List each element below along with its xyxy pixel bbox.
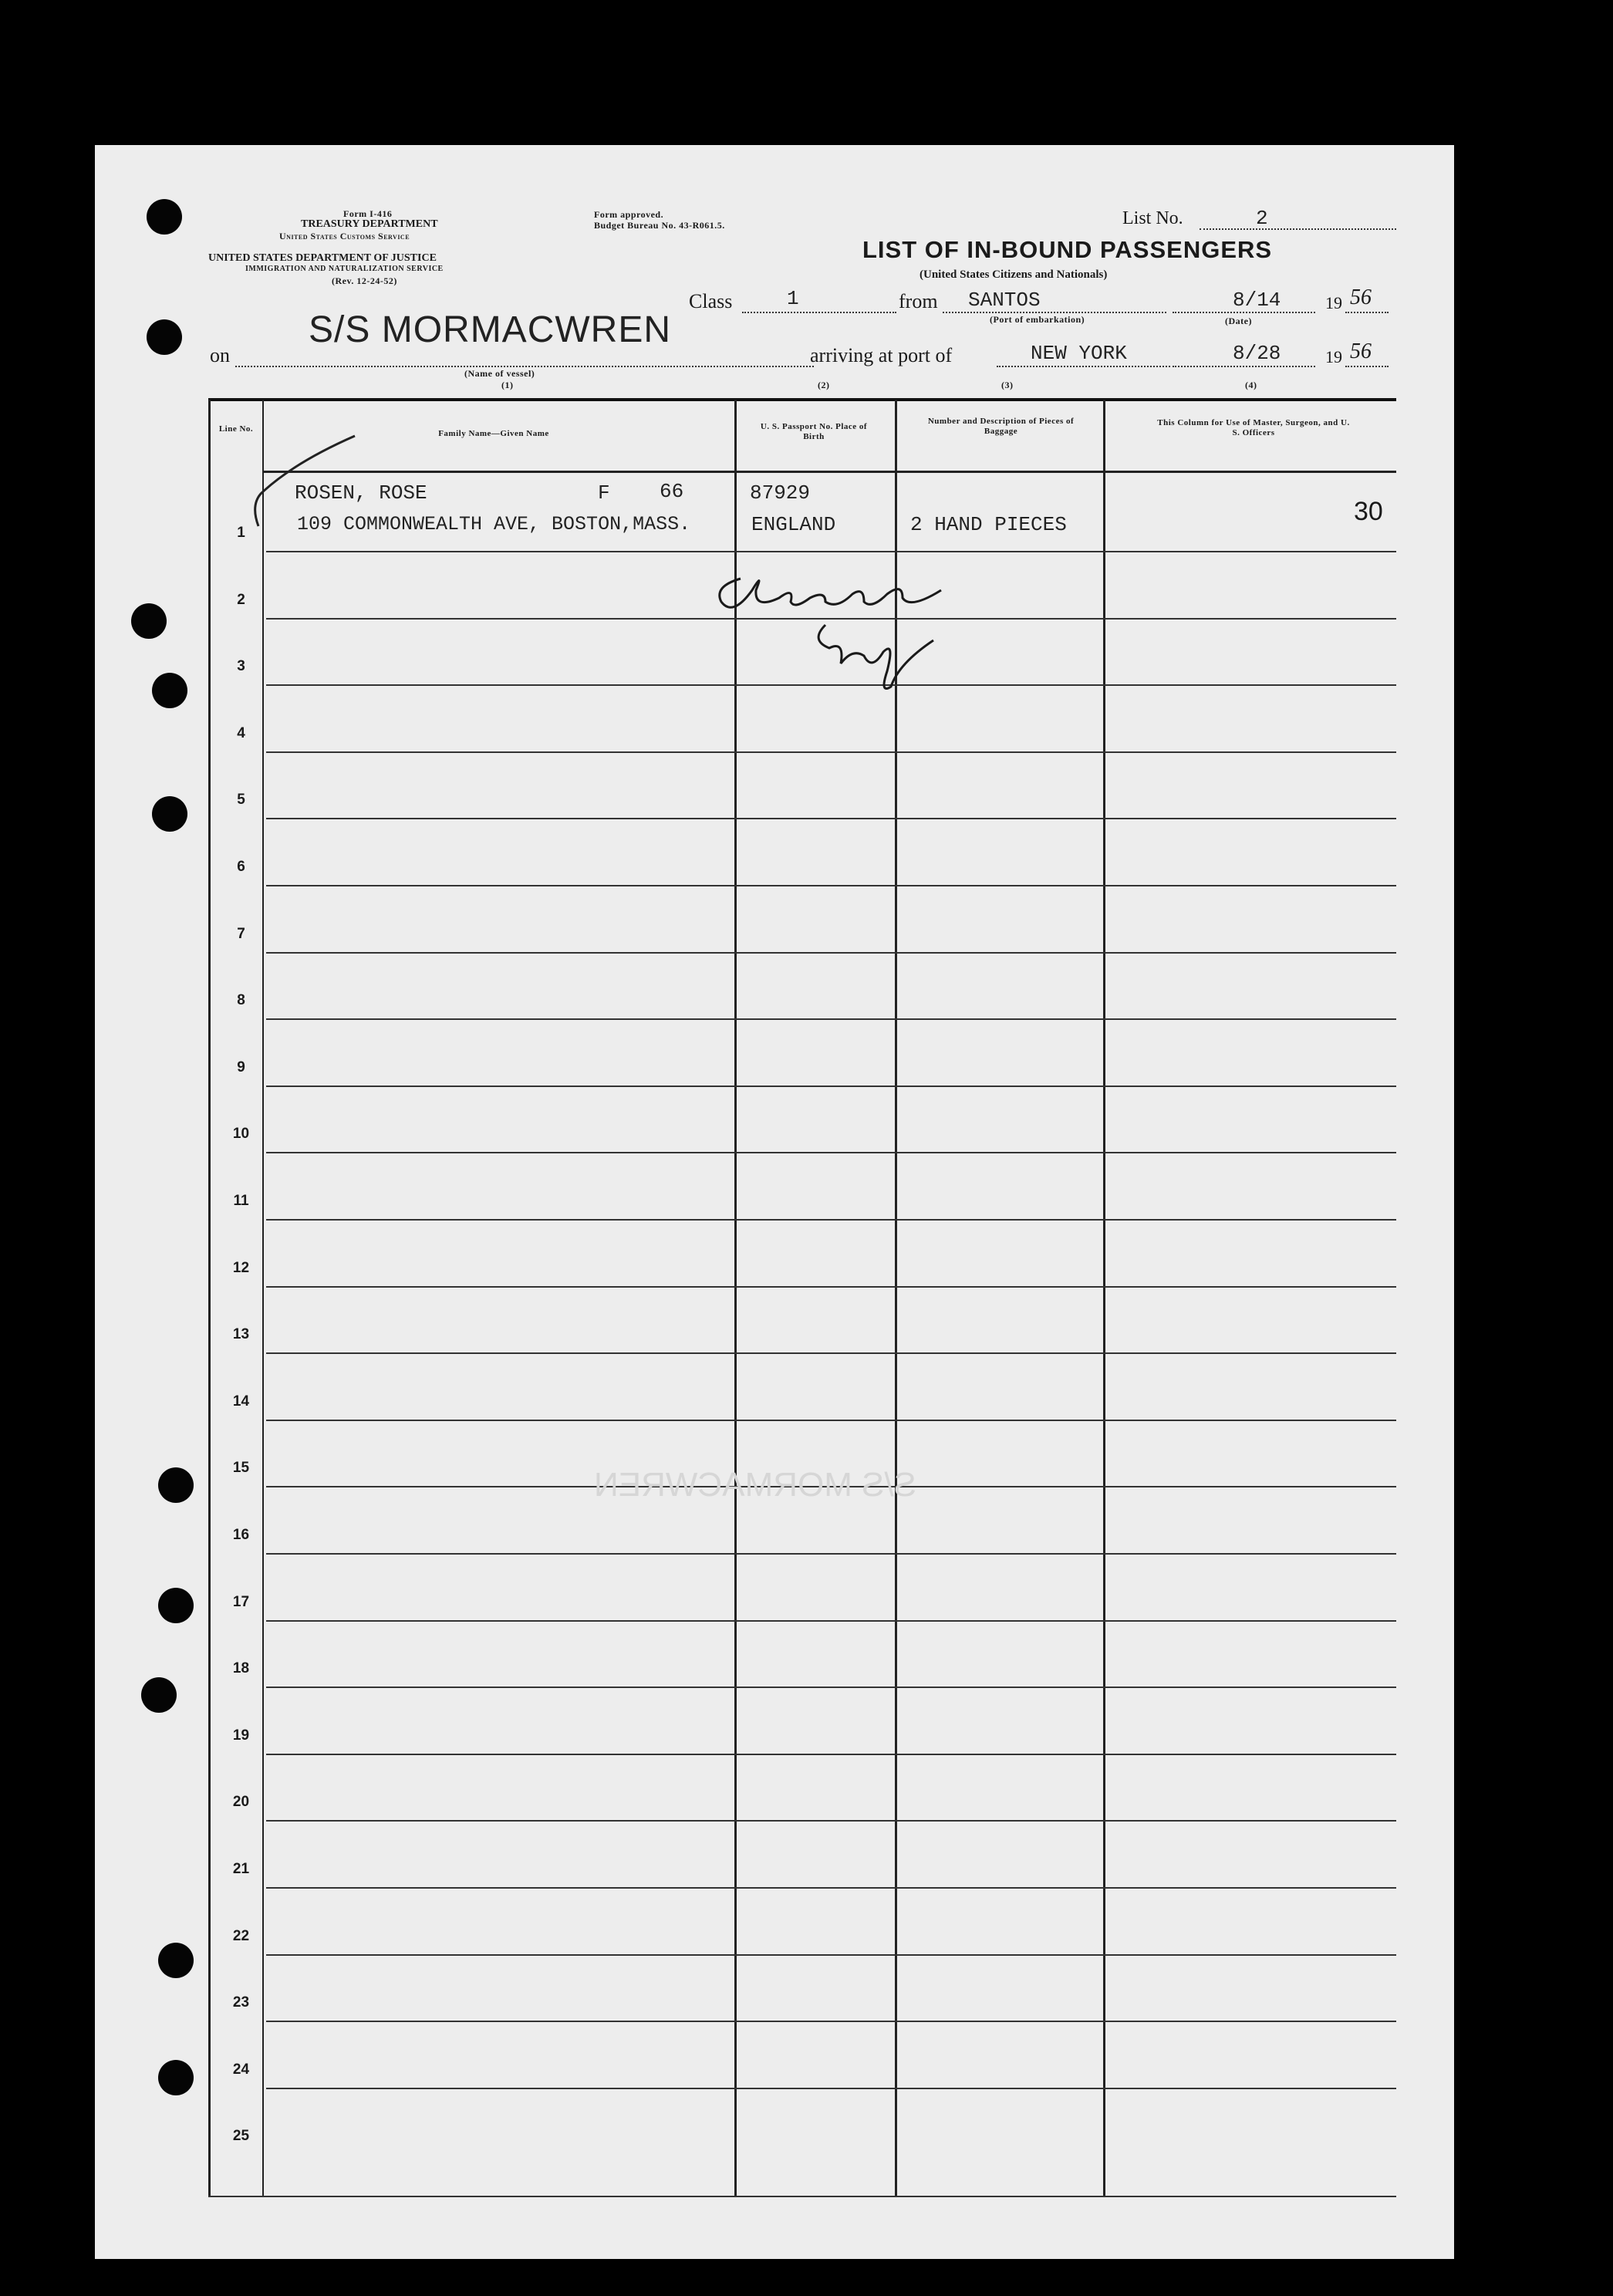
form-number: Form I-416 (343, 208, 393, 219)
row-rule (266, 2088, 1396, 2089)
form-title: LIST OF IN-BOUND PASSENGERS (862, 236, 1273, 263)
list-no-label: List No. (1122, 208, 1183, 228)
line-number: 12 (232, 1259, 250, 1276)
line-number: 6 (237, 859, 245, 875)
row-rule (266, 2021, 1396, 2022)
baggage-description: 2 HAND PIECES (910, 513, 1067, 536)
form-subtitle: (United States Citizens and Nationals) (920, 268, 1108, 281)
col-divider-baggage (1103, 400, 1105, 2197)
check-mark-icon (247, 432, 363, 532)
row-rule (266, 1152, 1396, 1153)
line-number: 7 (237, 925, 245, 942)
binder-hole (147, 199, 182, 235)
from-port: SANTOS (968, 289, 1041, 312)
row-rule (266, 1820, 1396, 1822)
line-number: 22 (232, 1927, 250, 1944)
ins-service: IMMIGRATION AND NATURALIZATION SERVICE (245, 265, 444, 273)
year-1: 56 (1350, 285, 1372, 309)
line-number: 8 (237, 992, 245, 1009)
from-date: 8/14 (1233, 289, 1281, 312)
header-bottom-rule (262, 471, 1396, 473)
justice-dept: UNITED STATES DEPARTMENT OF JUSTICE (208, 252, 437, 264)
passenger-sex: F (598, 481, 610, 505)
year-prefix-1: 19 (1325, 293, 1342, 312)
arriving-label: arriving at port of (810, 344, 953, 366)
col-header-passport: U. S. Passport No. Place of Birth (760, 422, 868, 441)
line-number: 10 (232, 1126, 250, 1143)
line-number: 17 (232, 1593, 250, 1610)
birthplace: ENGLAND (751, 513, 836, 536)
list-no-value: 2 (1256, 207, 1268, 230)
row-rule (266, 1286, 1396, 1288)
table-bottom-rule (208, 2196, 1396, 2197)
row-rule (266, 1954, 1396, 1956)
line-number: 13 (232, 1326, 250, 1343)
row-rule (266, 1018, 1396, 1020)
arrival-port: NEW YORK (1031, 342, 1127, 365)
binder-hole (158, 2060, 194, 2095)
arrival-date: 8/28 (1233, 342, 1281, 365)
revision: (Rev. 12-24-52) (332, 275, 397, 286)
row-rule (266, 1687, 1396, 1688)
line-number: 4 (237, 724, 245, 741)
line-number: 14 (232, 1393, 250, 1410)
line-number: 9 (237, 1059, 245, 1075)
passport-number: 87929 (750, 481, 811, 505)
class-value: 1 (787, 287, 799, 310)
line-number: 25 (232, 2128, 250, 2145)
officer-note: 30 (1354, 497, 1383, 526)
line-number: 15 (232, 1460, 250, 1477)
binder-hole (131, 603, 167, 639)
line-number: 11 (233, 1193, 249, 1209)
row-rule (266, 1553, 1396, 1555)
col-header-line: Line No. (218, 424, 254, 434)
table-top-rule (208, 398, 1396, 401)
row-rule (266, 551, 1396, 552)
row-rule (266, 1887, 1396, 1889)
binder-hole (152, 673, 187, 708)
vessel-caption: (Name of vessel) (464, 368, 535, 379)
vessel-name: S/S MORMACWREN (309, 309, 671, 350)
row-rule (266, 952, 1396, 954)
bleed-through-vessel: S/S MORMACWREN (594, 1466, 916, 1504)
from-label: from (899, 290, 938, 312)
date-caption: (Date) (1225, 316, 1252, 326)
year-2: 56 (1350, 339, 1372, 363)
passenger-age: 66 (660, 480, 684, 503)
col-header-officers: This Column for Use of Master, Surgeon, and U. S. Officers (1157, 418, 1350, 437)
col-index-1: (1) (501, 380, 514, 390)
binder-hole (152, 796, 187, 832)
on-label: on (210, 344, 230, 366)
col-divider-line (262, 400, 264, 2197)
col-index-2: (2) (818, 380, 830, 390)
passenger-address: 109 COMMONWEALTH AVE, BOSTON,MASS. (297, 513, 691, 535)
row-rule (266, 885, 1396, 886)
form-approved: Form approved. (594, 209, 664, 220)
line-number: 24 (232, 2061, 250, 2078)
line-number: 16 (232, 1527, 250, 1543)
col-header-name: Family Name—Given Name (438, 429, 549, 438)
binder-hole (147, 319, 182, 355)
year-prefix-2: 19 (1325, 347, 1342, 366)
treasury-dept: TREASURY DEPARTMENT (301, 218, 438, 230)
binder-hole (158, 1943, 194, 1978)
row-rule (266, 1420, 1396, 1421)
customs-service: United States Customs Service (279, 231, 410, 241)
binder-hole (141, 1677, 177, 1713)
line-number: 3 (237, 658, 245, 675)
col-header-baggage: Number and Description of Pieces of Baggage (927, 417, 1075, 436)
line-number: 1 (237, 525, 245, 541)
line-number: 19 (232, 1727, 250, 1744)
line-number: 23 (232, 1994, 250, 2011)
row-rule (266, 1352, 1396, 1354)
col-index-4: (4) (1245, 380, 1257, 390)
passenger-name: ROSEN, ROSE (295, 481, 427, 505)
row-rule (266, 818, 1396, 819)
row-rule (266, 1620, 1396, 1622)
row-rule (266, 1086, 1396, 1087)
row-rule (266, 1219, 1396, 1221)
col-index-3: (3) (1001, 380, 1014, 390)
line-number: 20 (232, 1794, 250, 1811)
class-label: Class (689, 290, 733, 312)
row-rule (266, 1754, 1396, 1755)
line-number: 18 (232, 1660, 250, 1677)
line-number: 2 (237, 591, 245, 608)
handwritten-signature-icon (710, 555, 972, 702)
table-left-rule (208, 400, 211, 2197)
row-rule (266, 751, 1396, 753)
port-embark-caption: (Port of embarkation) (990, 314, 1085, 325)
budget-bureau: Budget Bureau No. 43-R061.5. (594, 220, 725, 231)
line-number: 21 (232, 1861, 250, 1877)
line-number: 5 (237, 792, 245, 809)
binder-hole (158, 1467, 194, 1503)
binder-hole (158, 1588, 194, 1623)
